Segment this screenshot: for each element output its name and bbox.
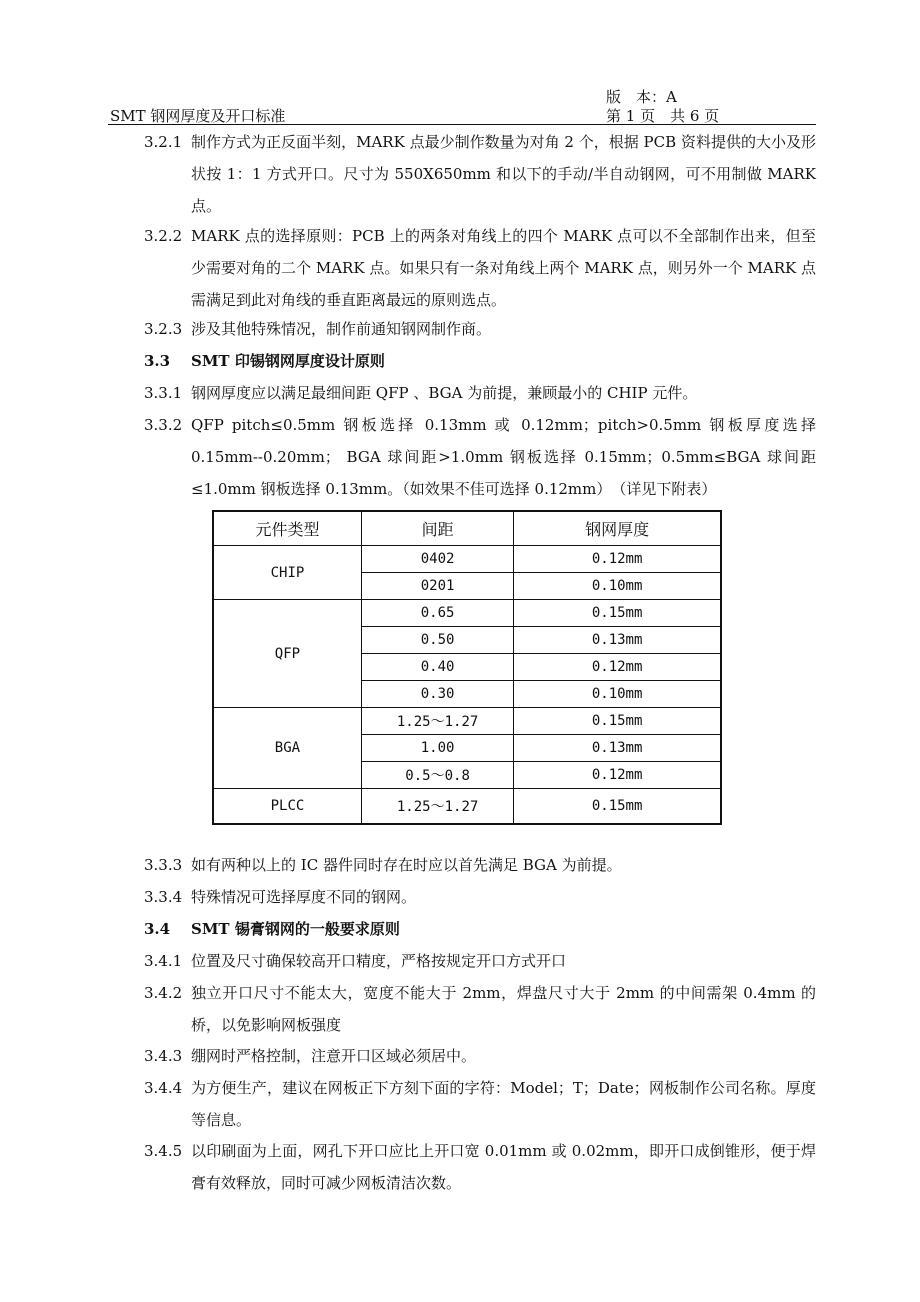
column-header: 元件类型 [213, 511, 361, 546]
section-text: 钢网厚度应以满足最细间距 QFP 、BGA 为前提，兼顾最小的 CHIP 元件。 [191, 384, 698, 402]
thickness-cell: 0.10mm [514, 681, 721, 708]
table-row [213, 789, 721, 825]
pitch-cell: 0.40 [361, 654, 513, 681]
section-3-2-3 [144, 313, 816, 345]
section-3-4-5 [144, 1135, 816, 1199]
section-3-3-2 [144, 409, 816, 505]
table-header-row [213, 511, 721, 546]
page-number: 第 1 页 共 6 页 [606, 107, 720, 125]
section-3-3-3 [144, 849, 816, 881]
section-number: 3.3.3 [144, 856, 183, 874]
section-text: 特殊情况可选择厚度不同的钢网。 [191, 888, 417, 906]
component-type-cell: CHIP [213, 546, 361, 600]
table-row [213, 546, 721, 573]
section-text: 绷网时严格控制，注意开口区域必须居中。 [191, 1047, 477, 1065]
section-3-4-1 [144, 945, 816, 977]
section-3-3-4 [144, 881, 816, 913]
section-number: 3.4.5 [144, 1142, 183, 1160]
section-text: 以印刷面为上面，网孔下开口应比上开口宽 0.01mm 或 0.02mm，即开口成倒锥形，便于焊膏有效释放，同时可减少网板清洁次数。 [191, 1142, 816, 1192]
pitch-cell: 0.30 [361, 681, 513, 708]
section-number: 3.3 [144, 352, 171, 370]
column-header: 间距 [361, 511, 513, 546]
thickness-cell: 0.13mm [514, 735, 721, 762]
section-number: 3.4 [144, 920, 171, 938]
table-row [213, 600, 721, 627]
section-number: 3.3.2 [144, 416, 183, 434]
section-number: 3.2.1 [144, 133, 183, 151]
section-text: 位置及尺寸确保较高开口精度，严格按规定开口方式开口 [191, 952, 567, 970]
pitch-cell: 0.50 [361, 627, 513, 654]
section-number: 3.4.4 [144, 1079, 183, 1097]
section-3-2-2 [144, 220, 816, 316]
section-text: 涉及其他特殊情况，制作前通知钢网制作商。 [191, 320, 492, 338]
pitch-cell: 0.65 [361, 600, 513, 627]
section-heading-text: SMT 印锡钢网厚度设计原则 [191, 352, 385, 370]
pitch-cell: 0201 [361, 573, 513, 600]
section-text: QFP pitch≤0.5mm 钢板选择 0.13mm 或 0.12mm；pitch>0.5mm 钢板厚度选择 0.15mm--0.20mm； BGA 球间距>1.0mm 钢板选择 0.15mm；0.5mm≤BGA 球间距≤1.0mm 钢板选择 0.13mm。（如效果不佳可选择 0.12mm） （详见下附表） [191, 416, 816, 498]
section-heading-3-4 [144, 913, 816, 945]
pitch-cell: 1.25～1.27 [361, 789, 513, 825]
column-header: 钢网厚度 [514, 511, 721, 546]
pitch-cell: 1.00 [361, 735, 513, 762]
pitch-cell: 0.5～0.8 [361, 762, 513, 789]
thickness-cell: 0.12mm [514, 546, 721, 573]
document-title: SMT 钢网厚度及开口标准 [110, 107, 286, 125]
section-number: 3.4.3 [144, 1047, 183, 1065]
table-row [213, 708, 721, 735]
section-text: MARK 点的选择原则：PCB 上的两条对角线上的四个 MARK 点可以不全部制作出来，但至少需要对角的二个 MARK 点。如果只有一条对角线上两个 MARK 点，则另外一个 MARK 点需满足到此对角线的垂直距离最远的原则选点。 [191, 227, 816, 309]
section-3-3-1 [144, 377, 816, 409]
section-3-4-2 [144, 977, 816, 1041]
section-text: 如有两种以上的 IC 器件同时存在时应以首先满足 BGA 为前提。 [191, 856, 622, 874]
section-number: 3.3.4 [144, 888, 183, 906]
thickness-cell: 0.15mm [514, 789, 721, 825]
thickness-cell: 0.15mm [514, 600, 721, 627]
section-text: 独立开口尺寸不能太大，宽度不能大于 2mm，焊盘尺寸大于 2mm 的中间需架 0.4mm 的桥，以免影响网板强度 [191, 984, 816, 1034]
section-number: 3.3.1 [144, 384, 183, 402]
section-text: 为方便生产，建议在网板正下方刻下面的字符：Model；T；Date；网板制作公司名称。厚度等信息。 [191, 1079, 816, 1129]
component-type-cell: PLCC [213, 789, 361, 825]
section-heading-3-3 [144, 345, 816, 377]
section-heading-text: SMT 锡膏钢网的一般要求原则 [191, 920, 400, 938]
component-type-cell: QFP [213, 600, 361, 708]
section-number: 3.4.2 [144, 984, 183, 1002]
section-text: 制作方式为正反面半刻，MARK 点最少制作数量为对角 2 个，根据 PCB 资料提供的大小及形状按 1：1 方式开口。尺寸为 550X650mm 和以下的手动/半自动钢网，可不用制做 MARK 点。 [191, 133, 816, 215]
pitch-cell: 1.25～1.27 [361, 708, 513, 735]
thickness-cell: 0.10mm [514, 573, 721, 600]
thickness-cell: 0.13mm [514, 627, 721, 654]
section-3-4-3 [144, 1040, 816, 1072]
section-3-4-4 [144, 1072, 816, 1136]
component-type-cell: BGA [213, 708, 361, 789]
section-3-2-1 [144, 126, 816, 222]
pitch-cell: 0402 [361, 546, 513, 573]
section-number: 3.2.3 [144, 320, 183, 338]
thickness-cell: 0.12mm [514, 654, 721, 681]
thickness-cell: 0.15mm [514, 708, 721, 735]
section-number: 3.4.1 [144, 952, 183, 970]
document-version: 版 本：A [606, 88, 677, 106]
thickness-cell: 0.12mm [514, 762, 721, 789]
stencil-thickness-table [212, 510, 722, 825]
header-divider [108, 124, 816, 125]
section-number: 3.2.2 [144, 227, 183, 245]
